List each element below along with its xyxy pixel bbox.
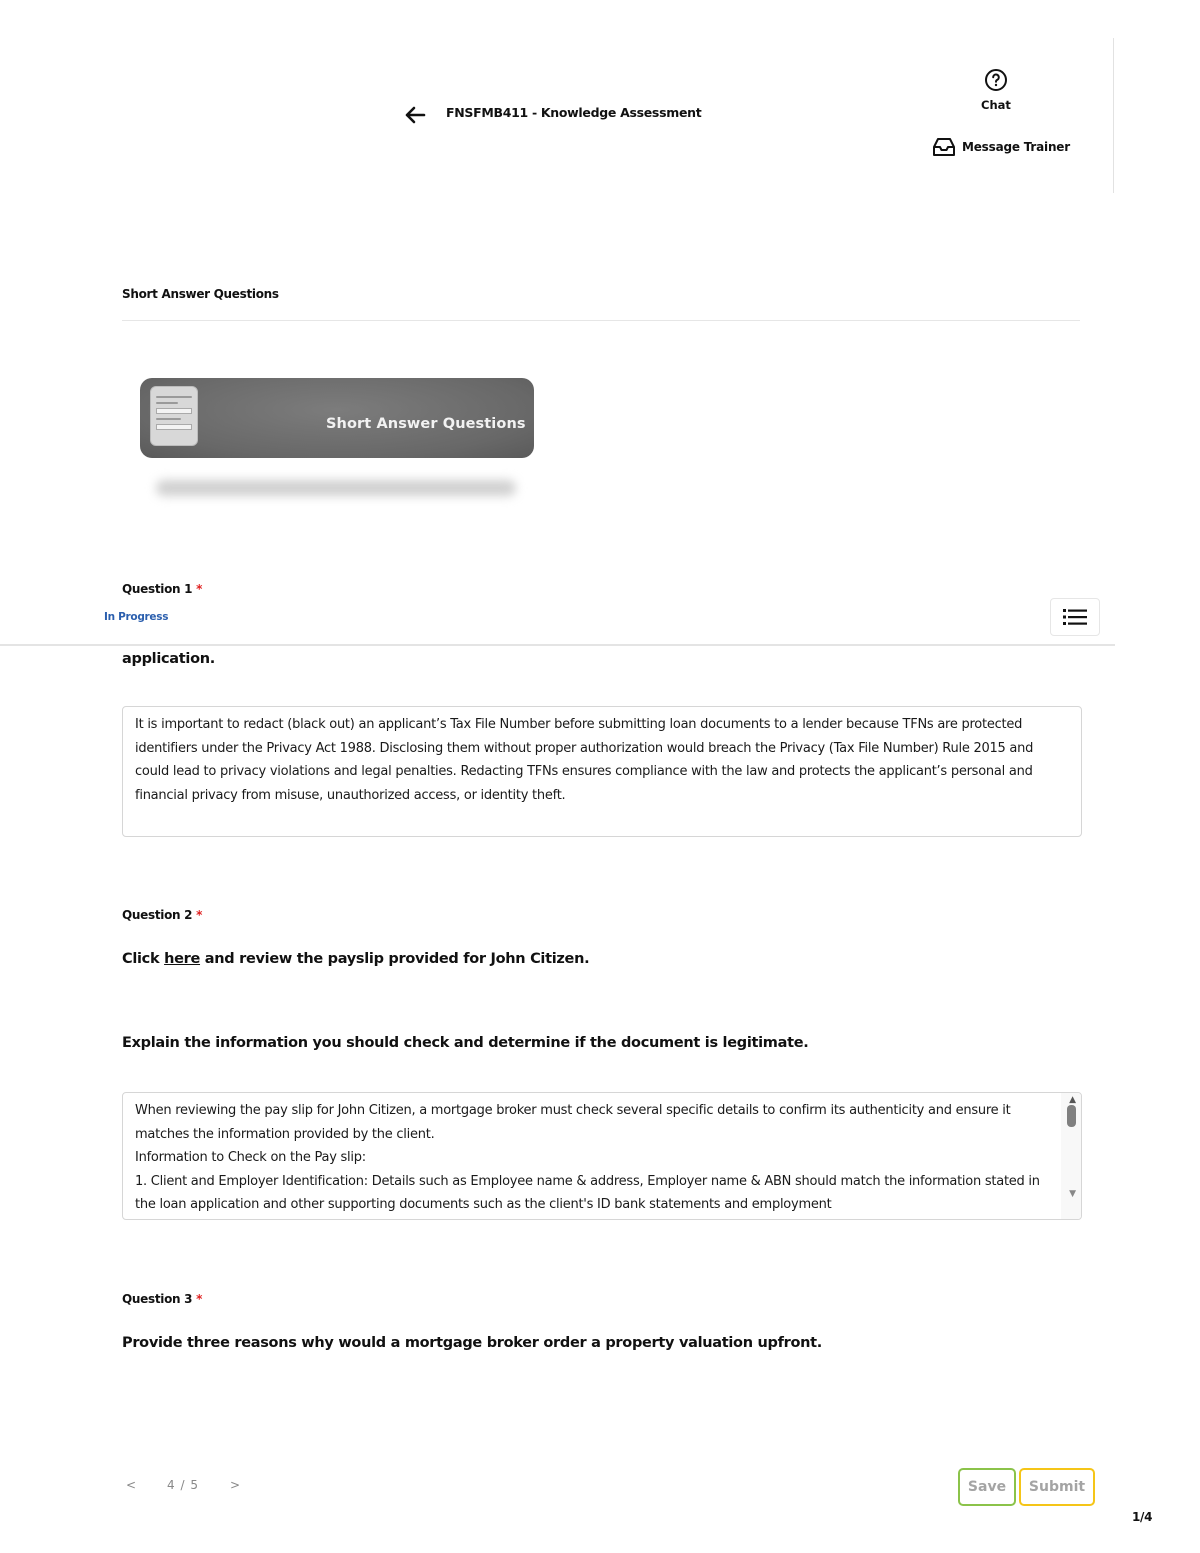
question-2-label: Question 2 *	[122, 908, 203, 922]
inbox-icon	[932, 137, 956, 157]
question-1-label: Question 1 *	[122, 582, 203, 596]
chat-button[interactable]	[970, 68, 1022, 112]
question-1-answer-field[interactable]	[122, 706, 1082, 837]
payslip-link[interactable]: here	[164, 951, 201, 967]
submit-button[interactable]: Submit	[1019, 1468, 1095, 1506]
question-1-text: application.	[122, 651, 215, 667]
pagination	[122, 1478, 244, 1492]
question-2-answer-text: When reviewing the pay slip for John Citizen, a mortgage broker must check several specific details to confirm its authenticity and ensure it matches the information provided by the client. Information to Check on the Pay slip: 1. Client and Employer Identification: Details such as Employee name & address, Employer name & ABN should match the information stated in the loan application and other supporting documents such as the client's ID bank statements and employment	[135, 1103, 1040, 1212]
question-2-text-2: Explain the information you should check and determine if the document is legitimate.	[122, 1035, 809, 1051]
page-indicator: 4 / 5	[167, 1478, 199, 1492]
banner-card	[140, 378, 534, 458]
back-button[interactable]	[398, 100, 432, 130]
banner-shadow	[156, 480, 516, 496]
question-2-answer-field[interactable]	[122, 1092, 1082, 1220]
question-1-answer-text: It is important to redact (black out) an applicant’s Tax File Number before submitting loan documents to a lender because TFNs are protected identifiers under the Privacy Act 1988. Disclosing them without proper authorization would breach the Privacy (Tax File Number) Rule 2015 and could lead to privacy violations and legal penalties. Redacting TFNs ensures compliance with the law and protects the applicant’s personal and financial privacy from misuse, unauthorized access, or identity theft.	[135, 717, 1034, 803]
document-page-count: 1/4	[1132, 1510, 1153, 1524]
question-list-button[interactable]	[1050, 598, 1100, 636]
save-button[interactable]: Save	[958, 1468, 1016, 1506]
previous-page-button[interactable]: <	[125, 1478, 137, 1492]
scroll-up-icon[interactable]: ▲	[1069, 1095, 1076, 1105]
document-icon	[150, 386, 198, 446]
next-page-button[interactable]: >	[229, 1478, 241, 1492]
banner-text: Short Answer Questions	[326, 416, 526, 432]
section-title: Short Answer Questions	[122, 287, 279, 301]
required-marker: *	[196, 582, 203, 596]
question-3-label: Question 3 *	[122, 1292, 203, 1306]
list-icon	[1063, 608, 1087, 626]
message-trainer-label: Message Trainer	[962, 140, 1070, 154]
chat-label: Chat	[981, 98, 1011, 112]
message-trainer-button[interactable]	[932, 137, 1070, 157]
page-title: FNSFMB411 - Knowledge Assessment	[446, 105, 702, 120]
scroll-down-icon[interactable]: ▼	[1069, 1189, 1076, 1199]
question-3-text: Provide three reasons why would a mortgage broker order a property valuation upfront.	[122, 1335, 822, 1351]
required-marker: *	[196, 908, 203, 922]
section-divider	[122, 320, 1080, 321]
arrow-left-icon	[404, 106, 426, 124]
sticky-header-divider	[0, 644, 1115, 646]
status-badge: In Progress	[104, 611, 169, 623]
question-circle-icon	[984, 68, 1008, 92]
scroll-thumb[interactable]	[1067, 1105, 1076, 1127]
header-divider	[1113, 38, 1114, 193]
answer-scrollbar[interactable]	[1061, 1093, 1081, 1219]
required-marker: *	[196, 1292, 203, 1306]
section-banner	[140, 378, 534, 502]
question-2-text: Click here and review the payslip provided for John Citizen.	[122, 951, 590, 967]
